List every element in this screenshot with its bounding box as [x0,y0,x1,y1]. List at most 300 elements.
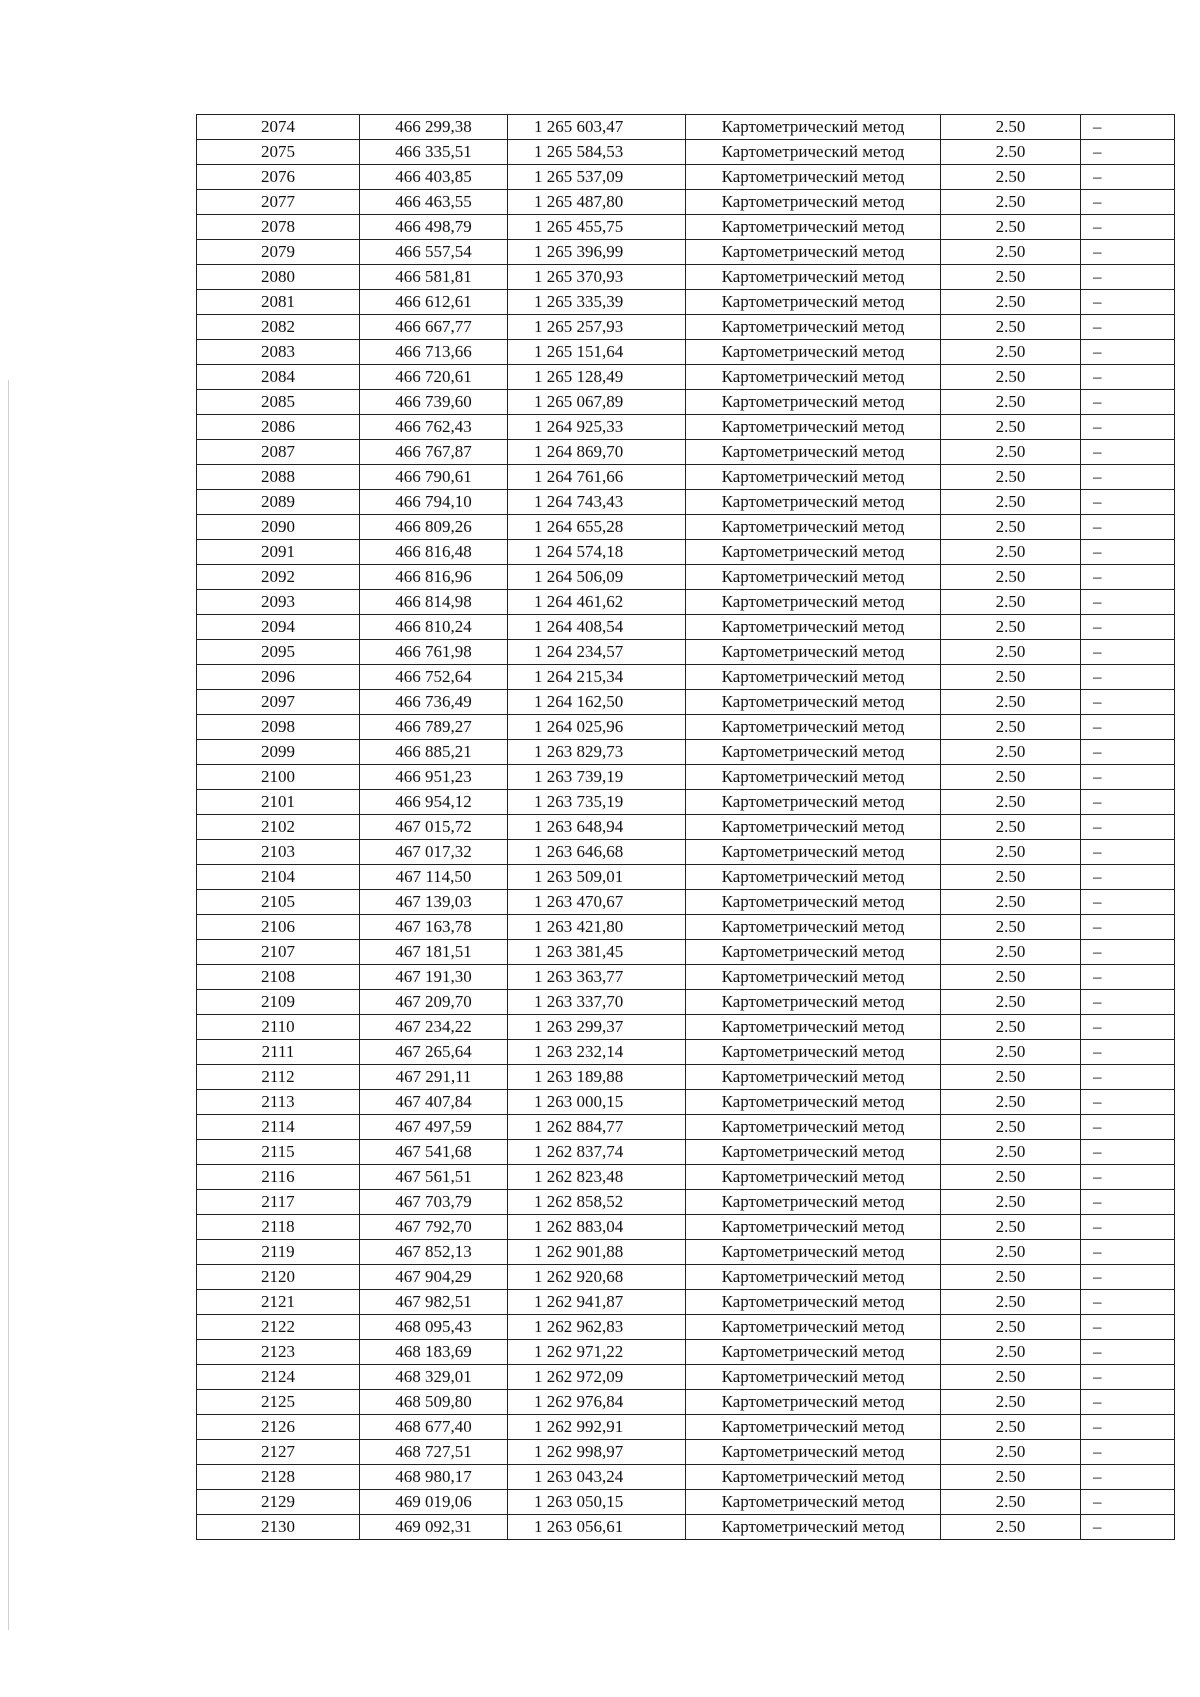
point-number-cell: 2098 [197,715,360,740]
x-coordinate-cell: 467 017,32 [360,840,508,865]
method-cell: Картометрический метод [686,390,941,415]
note-cell: – [1081,1440,1175,1465]
table-row [197,1190,1175,1215]
point-number-cell: 2079 [197,240,360,265]
note-cell: – [1081,440,1175,465]
x-coordinate-cell: 466 739,60 [360,390,508,415]
x-coordinate-cell: 467 191,30 [360,965,508,990]
note-cell: – [1081,1340,1175,1365]
point-number-cell: 2093 [197,590,360,615]
note-cell: – [1081,1190,1175,1215]
table-row [197,115,1175,140]
x-coordinate-cell: 468 677,40 [360,1415,508,1440]
y-coordinate-cell: 1 262 992,91 [508,1415,686,1440]
x-coordinate-cell: 466 810,24 [360,615,508,640]
table-row [197,1490,1175,1515]
note-cell: – [1081,790,1175,815]
point-number-cell: 2119 [197,1240,360,1265]
point-number-cell: 2109 [197,990,360,1015]
point-number-cell: 2128 [197,1465,360,1490]
y-coordinate-cell: 1 265 370,93 [508,265,686,290]
point-number-cell: 2118 [197,1215,360,1240]
table-row [197,240,1175,265]
y-coordinate-cell: 1 264 025,96 [508,715,686,740]
method-cell: Картометрический метод [686,940,941,965]
y-coordinate-cell: 1 264 461,62 [508,590,686,615]
point-number-cell: 2082 [197,315,360,340]
method-cell: Картометрический метод [686,965,941,990]
accuracy-cell: 2.50 [941,765,1081,790]
table-row [197,1090,1175,1115]
point-number-cell: 2125 [197,1390,360,1415]
y-coordinate-cell: 1 265 128,49 [508,365,686,390]
point-number-cell: 2080 [197,265,360,290]
x-coordinate-cell: 468 183,69 [360,1340,508,1365]
note-cell: – [1081,1490,1175,1515]
accuracy-cell: 2.50 [941,1440,1081,1465]
point-number-cell: 2085 [197,390,360,415]
accuracy-cell: 2.50 [941,615,1081,640]
accuracy-cell: 2.50 [941,1240,1081,1265]
method-cell: Картометрический метод [686,890,941,915]
method-cell: Картометрический метод [686,690,941,715]
coordinates-table-body [197,115,1175,1540]
accuracy-cell: 2.50 [941,1015,1081,1040]
table-row [197,1315,1175,1340]
point-number-cell: 2087 [197,440,360,465]
method-cell: Картометрический метод [686,1090,941,1115]
method-cell: Картометрический метод [686,640,941,665]
x-coordinate-cell: 466 814,98 [360,590,508,615]
x-coordinate-cell: 466 713,66 [360,340,508,365]
x-coordinate-cell: 467 015,72 [360,815,508,840]
note-cell: – [1081,265,1175,290]
y-coordinate-cell: 1 264 925,33 [508,415,686,440]
note-cell: – [1081,1240,1175,1265]
x-coordinate-cell: 468 329,01 [360,1365,508,1390]
table-row [197,840,1175,865]
table-row [197,790,1175,815]
x-coordinate-cell: 467 139,03 [360,890,508,915]
x-coordinate-cell: 466 816,96 [360,565,508,590]
y-coordinate-cell: 1 263 299,37 [508,1015,686,1040]
method-cell: Картометрический метод [686,115,941,140]
y-coordinate-cell: 1 264 869,70 [508,440,686,465]
method-cell: Картометрический метод [686,1015,941,1040]
table-row [197,1390,1175,1415]
method-cell: Картометрический метод [686,140,941,165]
accuracy-cell: 2.50 [941,515,1081,540]
note-cell: – [1081,115,1175,140]
point-number-cell: 2102 [197,815,360,840]
table-row [197,1240,1175,1265]
note-cell: – [1081,1140,1175,1165]
accuracy-cell: 2.50 [941,190,1081,215]
x-coordinate-cell: 466 581,81 [360,265,508,290]
method-cell: Картометрический метод [686,240,941,265]
table-row [197,915,1175,940]
accuracy-cell: 2.50 [941,1465,1081,1490]
point-number-cell: 2107 [197,940,360,965]
note-cell: – [1081,1265,1175,1290]
note-cell: – [1081,865,1175,890]
accuracy-cell: 2.50 [941,390,1081,415]
note-cell: – [1081,915,1175,940]
x-coordinate-cell: 467 163,78 [360,915,508,940]
point-number-cell: 2077 [197,190,360,215]
x-coordinate-cell: 467 982,51 [360,1290,508,1315]
coordinates-sheet [196,114,1175,1540]
x-coordinate-cell: 467 181,51 [360,940,508,965]
accuracy-cell: 2.50 [941,565,1081,590]
method-cell: Картометрический метод [686,1390,941,1415]
point-number-cell: 2120 [197,1265,360,1290]
note-cell: – [1081,465,1175,490]
method-cell: Картометрический метод [686,440,941,465]
y-coordinate-cell: 1 264 162,50 [508,690,686,715]
x-coordinate-cell: 467 407,84 [360,1090,508,1115]
method-cell: Картометрический метод [686,365,941,390]
point-number-cell: 2091 [197,540,360,565]
method-cell: Картометрический метод [686,190,941,215]
x-coordinate-cell: 466 951,23 [360,765,508,790]
method-cell: Картометрический метод [686,740,941,765]
y-coordinate-cell: 1 263 043,24 [508,1465,686,1490]
note-cell: – [1081,1365,1175,1390]
table-row [197,340,1175,365]
point-number-cell: 2127 [197,1440,360,1465]
x-coordinate-cell: 468 727,51 [360,1440,508,1465]
note-cell: – [1081,140,1175,165]
accuracy-cell: 2.50 [941,1290,1081,1315]
x-coordinate-cell: 466 736,49 [360,690,508,715]
y-coordinate-cell: 1 264 234,57 [508,640,686,665]
accuracy-cell: 2.50 [941,815,1081,840]
x-coordinate-cell: 466 761,98 [360,640,508,665]
note-cell: – [1081,1465,1175,1490]
accuracy-cell: 2.50 [941,915,1081,940]
y-coordinate-cell: 1 264 574,18 [508,540,686,565]
method-cell: Картометрический метод [686,1065,941,1090]
table-row [197,965,1175,990]
table-row [197,1040,1175,1065]
x-coordinate-cell: 468 095,43 [360,1315,508,1340]
accuracy-cell: 2.50 [941,365,1081,390]
method-cell: Картометрический метод [686,340,941,365]
note-cell: – [1081,665,1175,690]
y-coordinate-cell: 1 262 972,09 [508,1365,686,1390]
method-cell: Картометрический метод [686,1240,941,1265]
accuracy-cell: 2.50 [941,1215,1081,1240]
y-coordinate-cell: 1 265 455,75 [508,215,686,240]
point-number-cell: 2100 [197,765,360,790]
method-cell: Картометрический метод [686,1290,941,1315]
x-coordinate-cell: 467 234,22 [360,1015,508,1040]
note-cell: – [1081,1290,1175,1315]
y-coordinate-cell: 1 265 396,99 [508,240,686,265]
table-row [197,465,1175,490]
table-row [197,1365,1175,1390]
note-cell: – [1081,515,1175,540]
note-cell: – [1081,690,1175,715]
y-coordinate-cell: 1 263 739,19 [508,765,686,790]
accuracy-cell: 2.50 [941,1490,1081,1515]
y-coordinate-cell: 1 262 858,52 [508,1190,686,1215]
x-coordinate-cell: 466 557,54 [360,240,508,265]
point-number-cell: 2095 [197,640,360,665]
table-row [197,1415,1175,1440]
accuracy-cell: 2.50 [941,590,1081,615]
accuracy-cell: 2.50 [941,1140,1081,1165]
point-number-cell: 2114 [197,1115,360,1140]
x-coordinate-cell: 466 335,51 [360,140,508,165]
method-cell: Картометрический метод [686,790,941,815]
method-cell: Картометрический метод [686,265,941,290]
y-coordinate-cell: 1 264 215,34 [508,665,686,690]
method-cell: Картометрический метод [686,465,941,490]
table-row [197,590,1175,615]
table-row [197,640,1175,665]
accuracy-cell: 2.50 [941,140,1081,165]
accuracy-cell: 2.50 [941,240,1081,265]
y-coordinate-cell: 1 263 337,70 [508,990,686,1015]
accuracy-cell: 2.50 [941,890,1081,915]
note-cell: – [1081,890,1175,915]
point-number-cell: 2115 [197,1140,360,1165]
point-number-cell: 2117 [197,1190,360,1215]
method-cell: Картометрический метод [686,290,941,315]
point-number-cell: 2086 [197,415,360,440]
accuracy-cell: 2.50 [941,740,1081,765]
x-coordinate-cell: 466 954,12 [360,790,508,815]
method-cell: Картометрический метод [686,415,941,440]
method-cell: Картометрический метод [686,1440,941,1465]
y-coordinate-cell: 1 264 761,66 [508,465,686,490]
x-coordinate-cell: 469 092,31 [360,1515,508,1540]
note-cell: – [1081,1165,1175,1190]
point-number-cell: 2112 [197,1065,360,1090]
method-cell: Картометрический метод [686,1190,941,1215]
accuracy-cell: 2.50 [941,790,1081,815]
y-coordinate-cell: 1 263 232,14 [508,1040,686,1065]
accuracy-cell: 2.50 [941,865,1081,890]
table-row [197,215,1175,240]
y-coordinate-cell: 1 265 067,89 [508,390,686,415]
method-cell: Картометрический метод [686,315,941,340]
table-row [197,265,1175,290]
point-number-cell: 2124 [197,1365,360,1390]
note-cell: – [1081,1390,1175,1415]
accuracy-cell: 2.50 [941,640,1081,665]
method-cell: Картометрический метод [686,165,941,190]
y-coordinate-cell: 1 263 056,61 [508,1515,686,1540]
y-coordinate-cell: 1 262 884,77 [508,1115,686,1140]
y-coordinate-cell: 1 263 646,68 [508,840,686,865]
accuracy-cell: 2.50 [941,1515,1081,1540]
table-row [197,940,1175,965]
note-cell: – [1081,615,1175,640]
x-coordinate-cell: 466 463,55 [360,190,508,215]
note-cell: – [1081,1515,1175,1540]
note-cell: – [1081,940,1175,965]
accuracy-cell: 2.50 [941,165,1081,190]
point-number-cell: 2106 [197,915,360,940]
table-row [197,1515,1175,1540]
coordinates-table [196,114,1175,1540]
y-coordinate-cell: 1 265 537,09 [508,165,686,190]
table-row [197,390,1175,415]
x-coordinate-cell: 466 667,77 [360,315,508,340]
x-coordinate-cell: 466 762,43 [360,415,508,440]
note-cell: – [1081,1015,1175,1040]
method-cell: Картометрический метод [686,665,941,690]
note-cell: – [1081,1215,1175,1240]
table-row [197,1215,1175,1240]
method-cell: Картометрический метод [686,1265,941,1290]
method-cell: Картометрический метод [686,915,941,940]
note-cell: – [1081,415,1175,440]
x-coordinate-cell: 466 403,85 [360,165,508,190]
table-row [197,890,1175,915]
note-cell: – [1081,290,1175,315]
y-coordinate-cell: 1 265 335,39 [508,290,686,315]
note-cell: – [1081,215,1175,240]
point-number-cell: 2090 [197,515,360,540]
x-coordinate-cell: 468 980,17 [360,1465,508,1490]
note-cell: – [1081,965,1175,990]
x-coordinate-cell: 466 794,10 [360,490,508,515]
y-coordinate-cell: 1 263 735,19 [508,790,686,815]
point-number-cell: 2083 [197,340,360,365]
table-row [197,690,1175,715]
table-row [197,815,1175,840]
note-cell: – [1081,1415,1175,1440]
y-coordinate-cell: 1 262 941,87 [508,1290,686,1315]
x-coordinate-cell: 467 497,59 [360,1115,508,1140]
method-cell: Картометрический метод [686,765,941,790]
table-row [197,715,1175,740]
accuracy-cell: 2.50 [941,215,1081,240]
x-coordinate-cell: 469 019,06 [360,1490,508,1515]
y-coordinate-cell: 1 262 823,48 [508,1165,686,1190]
y-coordinate-cell: 1 264 408,54 [508,615,686,640]
y-coordinate-cell: 1 262 998,97 [508,1440,686,1465]
x-coordinate-cell: 468 509,80 [360,1390,508,1415]
point-number-cell: 2103 [197,840,360,865]
method-cell: Картометрический метод [686,540,941,565]
point-number-cell: 2130 [197,1515,360,1540]
method-cell: Картометрический метод [686,1515,941,1540]
accuracy-cell: 2.50 [941,1415,1081,1440]
point-number-cell: 2074 [197,115,360,140]
point-number-cell: 2084 [197,365,360,390]
accuracy-cell: 2.50 [941,1390,1081,1415]
accuracy-cell: 2.50 [941,490,1081,515]
y-coordinate-cell: 1 264 743,43 [508,490,686,515]
y-coordinate-cell: 1 262 971,22 [508,1340,686,1365]
y-coordinate-cell: 1 262 883,04 [508,1215,686,1240]
x-coordinate-cell: 467 703,79 [360,1190,508,1215]
table-row [197,565,1175,590]
table-row [197,190,1175,215]
note-cell: – [1081,1040,1175,1065]
table-row [197,990,1175,1015]
note-cell: – [1081,765,1175,790]
table-row [197,365,1175,390]
point-number-cell: 2123 [197,1340,360,1365]
note-cell: – [1081,165,1175,190]
accuracy-cell: 2.50 [941,540,1081,565]
point-number-cell: 2081 [197,290,360,315]
accuracy-cell: 2.50 [941,1190,1081,1215]
y-coordinate-cell: 1 265 151,64 [508,340,686,365]
point-number-cell: 2110 [197,1015,360,1040]
table-row [197,740,1175,765]
note-cell: – [1081,715,1175,740]
method-cell: Картометрический метод [686,990,941,1015]
x-coordinate-cell: 466 720,61 [360,365,508,390]
note-cell: – [1081,365,1175,390]
accuracy-cell: 2.50 [941,1265,1081,1290]
y-coordinate-cell: 1 262 920,68 [508,1265,686,1290]
method-cell: Картометрический метод [686,515,941,540]
accuracy-cell: 2.50 [941,840,1081,865]
method-cell: Картометрический метод [686,840,941,865]
point-number-cell: 2099 [197,740,360,765]
note-cell: – [1081,1090,1175,1115]
note-cell: – [1081,240,1175,265]
x-coordinate-cell: 466 752,64 [360,665,508,690]
accuracy-cell: 2.50 [941,315,1081,340]
method-cell: Картометрический метод [686,490,941,515]
y-coordinate-cell: 1 263 000,15 [508,1090,686,1115]
table-row [197,1465,1175,1490]
table-row [197,1115,1175,1140]
table-row [197,1290,1175,1315]
note-cell: – [1081,740,1175,765]
y-coordinate-cell: 1 262 837,74 [508,1140,686,1165]
point-number-cell: 2092 [197,565,360,590]
point-number-cell: 2078 [197,215,360,240]
accuracy-cell: 2.50 [941,1115,1081,1140]
point-number-cell: 2108 [197,965,360,990]
method-cell: Картометрический метод [686,215,941,240]
y-coordinate-cell: 1 263 421,80 [508,915,686,940]
method-cell: Картометрический метод [686,1415,941,1440]
method-cell: Картометрический метод [686,1040,941,1065]
table-row [197,415,1175,440]
note-cell: – [1081,990,1175,1015]
point-number-cell: 2089 [197,490,360,515]
table-row [197,490,1175,515]
point-number-cell: 2129 [197,1490,360,1515]
table-row [197,315,1175,340]
y-coordinate-cell: 1 264 655,28 [508,515,686,540]
x-coordinate-cell: 467 852,13 [360,1240,508,1265]
point-number-cell: 2122 [197,1315,360,1340]
table-row [197,440,1175,465]
x-coordinate-cell: 466 885,21 [360,740,508,765]
y-coordinate-cell: 1 263 470,67 [508,890,686,915]
y-coordinate-cell: 1 265 603,47 [508,115,686,140]
note-cell: – [1081,640,1175,665]
note-cell: – [1081,390,1175,415]
x-coordinate-cell: 466 299,38 [360,115,508,140]
y-coordinate-cell: 1 263 050,15 [508,1490,686,1515]
accuracy-cell: 2.50 [941,965,1081,990]
point-number-cell: 2096 [197,665,360,690]
y-coordinate-cell: 1 263 189,88 [508,1065,686,1090]
